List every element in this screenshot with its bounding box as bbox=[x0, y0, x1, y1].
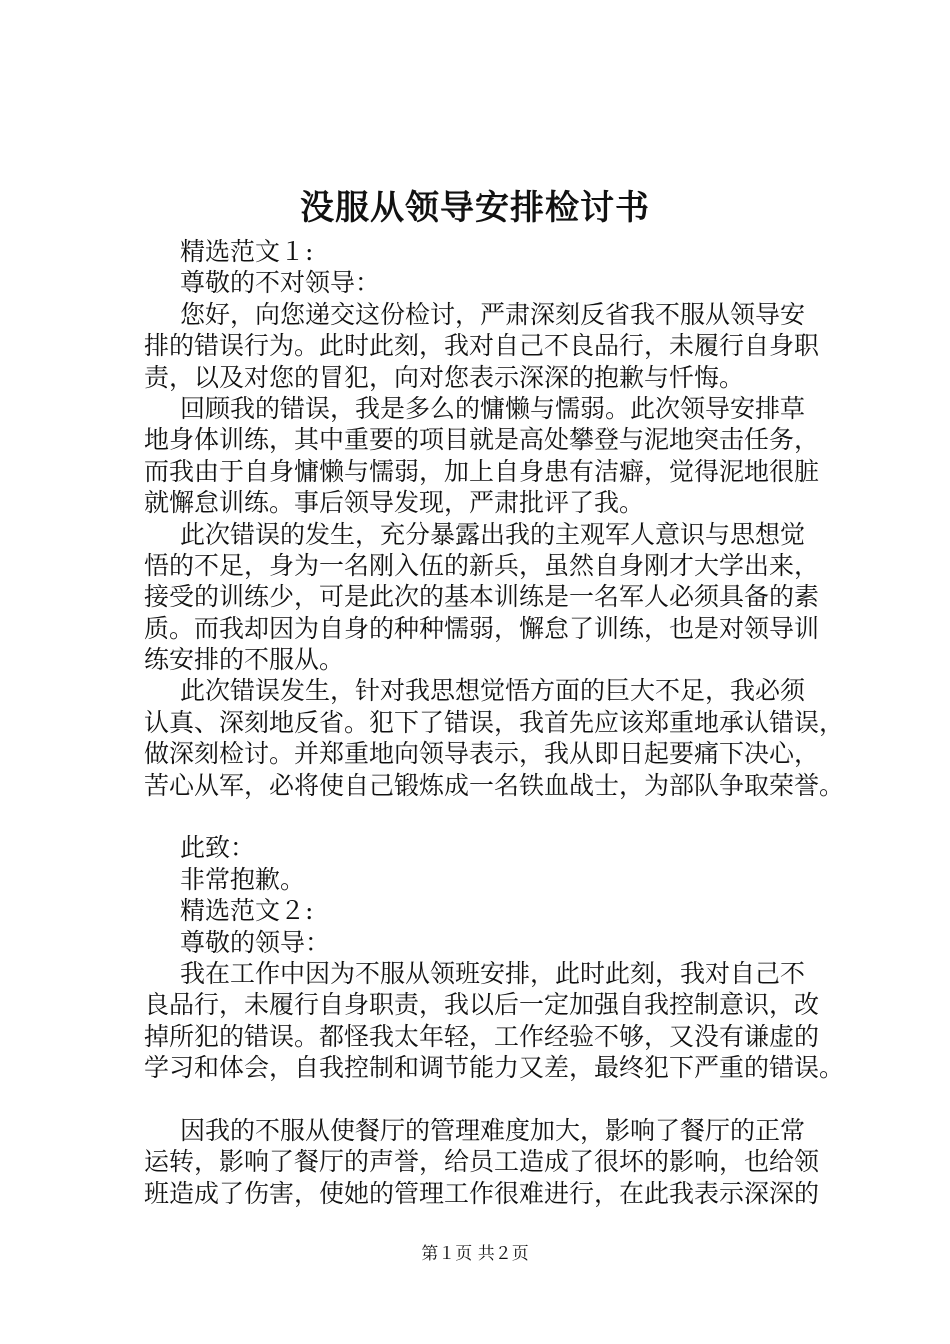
text-line: 做深刻检讨。并郑重地向领导表示，我从即日起要痛下决心， bbox=[144, 739, 820, 769]
text-line: 此致： bbox=[180, 833, 256, 863]
text-line: 质。而我却因为自身的种种懦弱，懈怠了训练，也是对领导训 bbox=[144, 613, 820, 643]
text-line: 因我的不服从使餐厅的管理难度加大，影响了餐厅的正常 bbox=[180, 1115, 806, 1145]
text-line: 您好，向您递交这份检讨，严肃深刻反省我不服从领导安 bbox=[180, 299, 806, 329]
text-line: 责，以及对您的冒犯，向对您表示深深的抱歉与忏悔。 bbox=[144, 362, 745, 392]
text-line: 学习和体会，自我控制和调节能力又差，最终犯下严重的错误。 bbox=[144, 1053, 845, 1083]
text-line: 运转，影响了餐厅的声誉，给员工造成了很坏的影响，也给领 bbox=[144, 1147, 820, 1177]
text-line: 非常抱歉。 bbox=[180, 864, 306, 894]
blank-line bbox=[144, 1084, 844, 1115]
text-line: 就懈怠训练。事后领导发现，严肃批评了我。 bbox=[144, 488, 645, 518]
document-body bbox=[144, 236, 844, 1209]
text-line: 我在工作中因为不服从领班安排，此时此刻，我对自己不 bbox=[180, 958, 806, 988]
text-line: 回顾我的错误，我是多么的慵懒与懦弱。此次领导安排草 bbox=[180, 393, 806, 423]
text-line: 此次错误的发生，充分暴露出我的主观军人意识与思想觉 bbox=[180, 519, 806, 549]
blank-line bbox=[144, 801, 844, 832]
text-line: 良品行，未履行自身职责，我以后一定加强自我控制意识，改 bbox=[144, 990, 820, 1020]
text-line: 地身体训练，其中重要的项目就是高处攀登与泥地突击任务， bbox=[144, 425, 820, 455]
page-footer: 第１页 共２页 bbox=[421, 1244, 529, 1264]
text-line: 练安排的不服从。 bbox=[144, 645, 345, 675]
document-title: 没服从领导安排检讨书 bbox=[300, 188, 650, 228]
text-line: 此次错误发生，针对我思想觉悟方面的巨大不足，我必须 bbox=[180, 676, 806, 706]
text-line: 掉所犯的错误。都怪我太年轻，工作经验不够，又没有谦虚的 bbox=[144, 1021, 820, 1051]
text-line: 接受的训练少，可是此次的基本训练是一名军人必须具备的素 bbox=[144, 582, 820, 612]
text-line: 尊敬的不对领导： bbox=[180, 268, 381, 298]
text-line: 而我由于自身慵懒与懦弱，加上自身患有洁癖，觉得泥地很脏 bbox=[144, 456, 820, 486]
text-line: 苦心从军，必将使自己锻炼成一名铁血战士，为部队争取荣誉。 bbox=[144, 770, 845, 800]
text-line: 悟的不足，身为一名刚入伍的新兵，虽然自身刚才大学出来， bbox=[144, 550, 820, 580]
text-line: 班造成了伤害，使她的管理工作很难进行，在此我表示深深的 bbox=[144, 1178, 820, 1208]
text-line: 精选范文２: bbox=[180, 896, 314, 926]
text-line: 排的错误行为。此时此刻，我对自己不良品行，未履行自身职 bbox=[144, 331, 820, 361]
text-line: 尊敬的领导： bbox=[180, 927, 331, 957]
text-line: 精选范文１: bbox=[180, 237, 314, 266]
text-line: 认真、深刻地反省。犯下了错误，我首先应该郑重地承认错误， bbox=[144, 707, 845, 737]
